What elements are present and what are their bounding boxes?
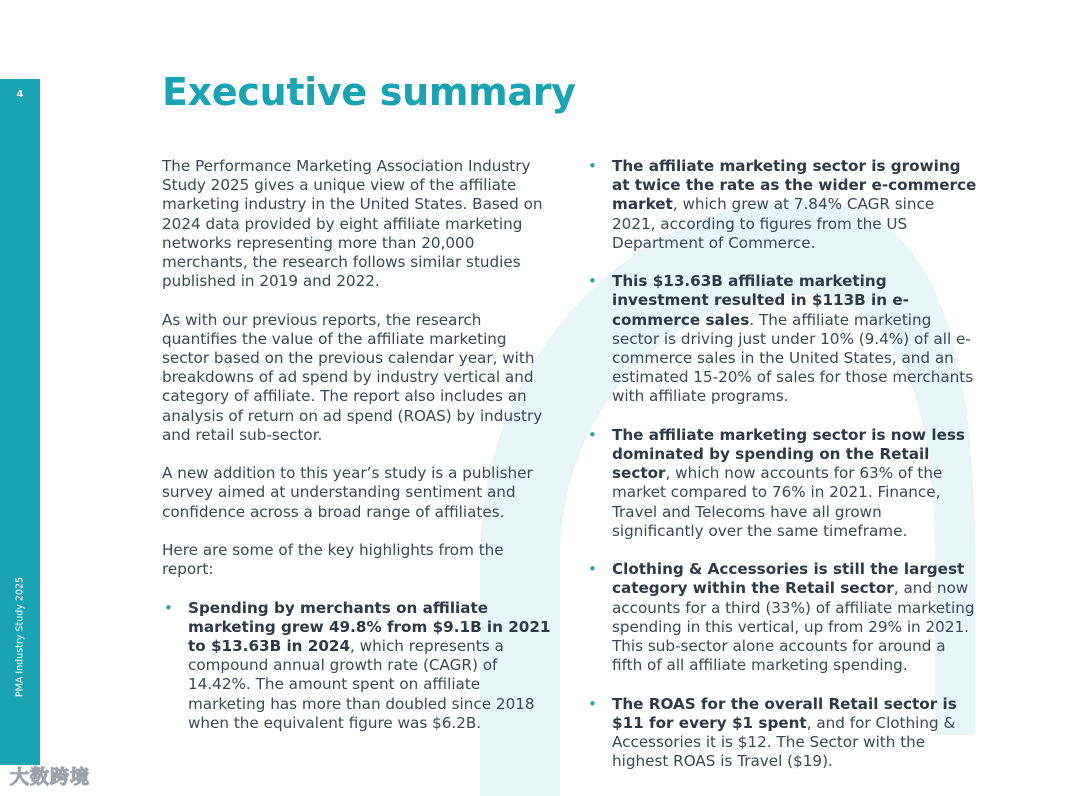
highlight-bold: The affiliate marketing sector is growing at twice the rate as the wider e-commerce market (612, 157, 977, 214)
highlight-bold: Spending by merchants on affiliate marketing grew 49.8% from $9.1B in 2021 to $13.63B in 2024 (188, 598, 551, 656)
page-number: 4 (16, 89, 24, 100)
highlight-bullet (586, 272, 978, 406)
highlight-bullet (586, 157, 978, 253)
methodology-paragraph: As with our previous reports, the research quantifies the value of the affiliate marketing sector based on the previous calendar year, with breakdowns of ad spend by industry vertical and category of affiliate. The report also includes an analysis of return on ad spend (ROAS) by industry and retail sub-sector. (162, 310, 543, 444)
highlight-text: , which now accounts for 63% of the market compared to 76% in 2021. Finance, Travel and Telecoms have all grown significantly over the same timeframe. (612, 464, 943, 540)
bullet-icon: • (588, 560, 597, 579)
bullet-icon: • (588, 694, 597, 713)
highlight-text: , which grew at 7.84% CAGR since 2021, according to figures from the US Department of Commerce. (612, 195, 935, 252)
highlight-bullet (586, 695, 978, 772)
watermark-logo: 大数跨境 (10, 766, 91, 788)
highlight-text: , and now accounts for a third (33%) of affiliate marketing spending in this vertical, up from 29% in 2021. This sub-sector alone accounts for around a fifth of all affiliate marketing spending. (612, 579, 975, 675)
right-column (586, 157, 978, 791)
intro-paragraph: The Performance Marketing Association Industry Study 2025 gives a unique view of the affiliate marketing industry in the United States. Based on 2024 data provided by eight affiliate marketing networks representing more than 20,000 merchants, the research follows similar studies published in 2019 and 2022. (162, 157, 543, 291)
highlight-bold: Clothing & Accessories is still the largest category within the Retail sector (612, 560, 965, 598)
bullet-icon: • (164, 598, 173, 617)
highlight-bullet (162, 599, 552, 733)
document-label: PMA Industry Study 2025 (14, 576, 26, 698)
highlight-bold: This $13.63B affiliate marketing investment resulted in $113B in e-commerce sales (612, 272, 909, 329)
highlights-intro: Here are some of the key highlights from the report: (162, 541, 504, 579)
left-column (162, 157, 552, 752)
highlight-text: , which represents a compound annual growth rate (CAGR) of 14.42%. The amount spent on affiliate marketing has more than doubled since 2018 when the equivalent figure was $6.2B. (188, 637, 535, 732)
highlight-text: . The affiliate marketing sector is driving just under 10% (9.4%) of all e-commerce sales in the United States, and an estimated 15-20% of sales for those merchants with affiliate programs. (612, 310, 974, 406)
page-title: Executive summary (162, 70, 576, 114)
survey-paragraph: A new addition to this year’s study is a publisher survey aimed at understanding sentiment and confidence across a broad range of affiliates. (162, 464, 533, 521)
bullet-icon: • (588, 157, 597, 175)
highlight-bullet (586, 560, 978, 675)
bullet-icon: • (588, 272, 597, 291)
side-band (0, 79, 40, 765)
highlight-bold: The ROAS for the overall Retail sector is $11 for every $1 spent (612, 694, 957, 732)
bullet-icon: • (588, 425, 597, 444)
highlight-bullet (586, 426, 978, 541)
highlight-bold: The affiliate marketing sector is now less dominated by spending on the Retail sector (612, 425, 965, 483)
highlight-text: , and for Clothing & Accessories it is $12. The Sector with the highest ROAS is Travel ($19). (612, 713, 956, 771)
